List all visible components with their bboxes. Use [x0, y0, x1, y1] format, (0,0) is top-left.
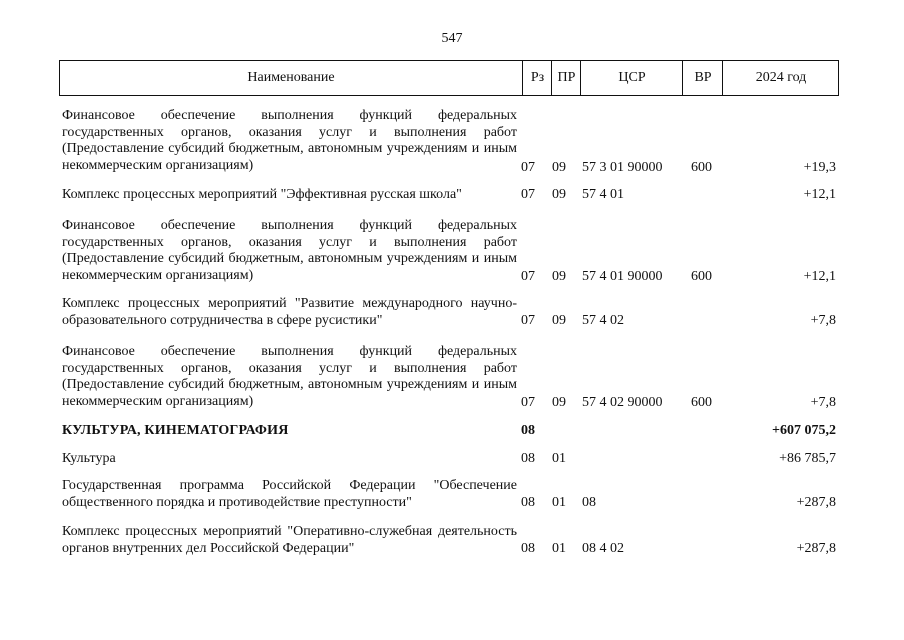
row-pr: 01	[552, 495, 566, 510]
row-rz: 08	[521, 451, 535, 466]
row-name: Государственная программа Российской Федерации "Обеспечение общественного порядка и противодействие преступности"	[62, 478, 517, 510]
row-csr: 57 4 01	[582, 187, 624, 202]
row-pr: 01	[552, 541, 566, 556]
header-vr: ВР	[682, 61, 723, 95]
row-rz: 08	[521, 541, 535, 556]
row-csr: 08	[582, 495, 596, 510]
row-vr: 600	[691, 395, 712, 410]
row-amount: +607 075,2	[772, 423, 836, 438]
row-amount: +12,1	[803, 187, 836, 202]
row-csr: 57 4 02	[582, 313, 624, 328]
row-amount: +7,8	[810, 395, 836, 410]
row-pr: 01	[552, 451, 566, 466]
row-rz: 07	[521, 269, 535, 284]
row-vr: 600	[691, 269, 712, 284]
header-year: 2024 год	[722, 61, 839, 95]
row-amount: +7,8	[810, 313, 836, 328]
row-name: Финансовое обеспечение выполнения функций федеральных государственных органов, оказания услуг и выполнения работ (Предоставление субсидий бюджетным, автономным учреждениям и иным некоммерческим организациям)	[62, 108, 517, 173]
row-csr: 57 4 01 90000	[582, 269, 663, 284]
row-name: Финансовое обеспечение выполнения функций федеральных государственных органов, оказания услуг и выполнения работ (Предоставление субсидий бюджетным, автономным учреждениям и иным некоммерческим организациям)	[62, 218, 517, 283]
row-pr: 09	[552, 187, 566, 202]
header-pr: ПР	[551, 61, 581, 95]
row-rz: 08	[521, 423, 535, 438]
row-pr: 09	[552, 269, 566, 284]
row-amount: +287,8	[796, 541, 836, 556]
row-name: Культура	[62, 451, 116, 466]
row-amount: +12,1	[803, 269, 836, 284]
row-rz: 07	[521, 160, 535, 175]
row-name: Комплекс процессных мероприятий "Оперативно-служебная деятельность органов внутренних дел Российской Федерации"	[62, 524, 517, 556]
row-rz: 07	[521, 187, 535, 202]
row-rz: 08	[521, 495, 535, 510]
header-rz: Рз	[522, 61, 552, 95]
table-header	[59, 60, 839, 96]
row-name: Финансовое обеспечение выполнения функций федеральных государственных органов, оказания услуг и выполнения работ (Предоставление субсидий бюджетным, автономным учреждениям и иным некоммерческим организациям)	[62, 344, 517, 409]
row-amount: +287,8	[796, 495, 836, 510]
row-name: Комплекс процессных мероприятий "Развитие международного научно-образовательного сотрудничества в сфере русистики"	[62, 296, 517, 328]
header-csr: ЦСР	[580, 61, 683, 95]
row-pr: 09	[552, 160, 566, 175]
row-rz: 07	[521, 395, 535, 410]
row-name: Комплекс процессных мероприятий "Эффективная русская школа"	[62, 187, 462, 202]
row-csr: 08 4 02	[582, 541, 624, 556]
row-csr: 57 4 02 90000	[582, 395, 663, 410]
row-amount: +86 785,7	[779, 451, 836, 466]
row-amount: +19,3	[803, 160, 836, 175]
row-pr: 09	[552, 313, 566, 328]
section-title: КУЛЬТУРА, КИНЕМАТОГРАФИЯ	[62, 423, 289, 438]
row-rz: 07	[521, 313, 535, 328]
row-pr: 09	[552, 395, 566, 410]
header-name: Наименование	[247, 70, 335, 85]
row-vr: 600	[691, 160, 712, 175]
row-csr: 57 3 01 90000	[582, 160, 663, 175]
page-number: 547	[441, 31, 463, 46]
